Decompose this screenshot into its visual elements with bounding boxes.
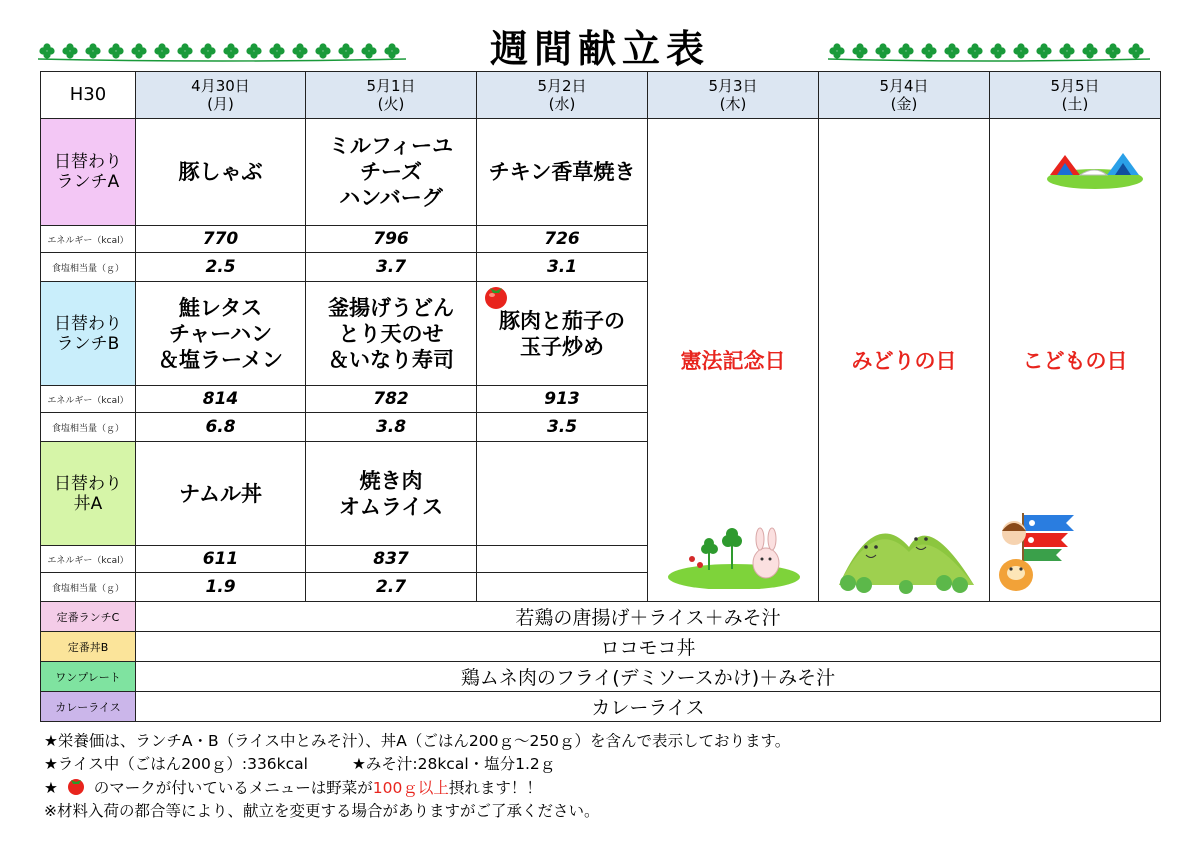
clover-leaf — [1059, 47, 1066, 54]
clover-leaf — [898, 47, 905, 54]
salt-value: 3.8 — [306, 413, 477, 442]
day-header: 5月3日 (木) — [648, 72, 819, 119]
clover-leaf — [108, 47, 115, 54]
clover-leaf — [875, 47, 882, 54]
salt-value: 3.7 — [306, 253, 477, 282]
note-line: ★ のマークが付いているメニューは野菜が100ｇ以上摂れます！！ — [44, 776, 790, 800]
clover-leaf — [200, 47, 207, 54]
page-title: 週間献立表 — [489, 27, 710, 71]
energy-label: エネルギー（kcal） — [41, 546, 136, 573]
holiday-cell-greenery — [819, 119, 990, 602]
salt-label: 食塩相当量（ｇ） — [41, 573, 136, 602]
salt-value: 3.5 — [477, 413, 648, 442]
clover-leaf — [85, 47, 92, 54]
clover-leaf — [1013, 47, 1020, 54]
energy-label: エネルギー（kcal） — [41, 226, 136, 253]
dish-cell: チキン香草焼き — [477, 119, 648, 226]
day-header: 5月2日 (水) — [477, 72, 648, 119]
day-header: 5月4日 (金) — [819, 72, 990, 119]
clover-leaf — [1105, 47, 1112, 54]
notes — [44, 730, 790, 823]
salt-label: 食塩相当量（ｇ） — [41, 413, 136, 442]
clover-leaf — [223, 47, 230, 54]
note-line: ※材料入荷の都合等により、献立を変更する場合がありますがご了承ください。 — [44, 802, 600, 820]
day-header: 5月5日 (土) — [990, 72, 1161, 119]
dish-cell: ミルフィーユ チーズ ハンバーグ — [306, 119, 477, 226]
dish-cell-empty — [477, 442, 648, 546]
year-cell: H30 — [41, 72, 136, 119]
clover-leaf — [315, 47, 322, 54]
salt-value — [477, 573, 648, 602]
clover-vine — [828, 59, 1150, 61]
energy-value: 913 — [477, 386, 648, 413]
dish-cell: 鮭レタス チャーハン ＆塩ラーメン — [136, 282, 306, 386]
header-row — [41, 72, 1161, 119]
lunch-b-label: 日替わり ランチB — [41, 282, 136, 386]
clover-leaf — [967, 47, 974, 54]
salt-value: 3.1 — [477, 253, 648, 282]
clover-leaf — [361, 47, 368, 54]
holiday-cell-constitution — [648, 119, 819, 602]
lunch-a-label: 日替わり ランチA — [41, 119, 136, 226]
clover-leaf — [131, 47, 138, 54]
clover-leaf — [990, 47, 997, 54]
dish-cell: 釜揚げうどん とり天のせ ＆いなり寿司 — [306, 282, 477, 386]
dish-cell: 豚しゃぶ — [136, 119, 306, 226]
tomato-icon — [63, 776, 89, 796]
clover-border-right — [828, 42, 1158, 62]
salt-value: 2.7 — [306, 573, 477, 602]
energy-value: 837 — [306, 546, 477, 573]
clover-leaf — [154, 47, 161, 54]
clover-vine — [38, 59, 406, 61]
lunch-a-dish-row — [41, 119, 1161, 226]
salt-value: 1.9 — [136, 573, 306, 602]
fixed-label: カレーライス — [41, 692, 136, 722]
clover-leaf — [246, 47, 253, 54]
clover-leaf — [39, 47, 46, 54]
salt-label: 食塩相当量（ｇ） — [41, 253, 136, 282]
holiday-name: 憲法記念日 — [680, 349, 786, 373]
clover-leaf — [62, 47, 69, 54]
holiday-name: こどもの日 — [1022, 349, 1128, 373]
energy-label: エネルギー（kcal） — [41, 386, 136, 413]
bunny-clover-illustration — [666, 519, 806, 589]
koinobori-kabuto-illustration — [1045, 145, 1145, 190]
holiday-cell-children — [990, 119, 1161, 602]
clover-leaf — [852, 47, 859, 54]
salt-value: 2.5 — [136, 253, 306, 282]
clover-leaf — [338, 47, 345, 54]
dish-cell: ナムル丼 — [136, 442, 306, 546]
clover-leaf — [292, 47, 299, 54]
dish-cell: 豚肉と茄子の 玉子炒め — [477, 282, 648, 386]
clover-leaf — [269, 47, 276, 54]
clover-leaf — [177, 47, 184, 54]
fixed-label: ワンプレート — [41, 662, 136, 692]
day-header: 4月30日 (月) — [136, 72, 306, 119]
energy-value: 770 — [136, 226, 306, 253]
tomato-icon — [479, 280, 513, 310]
clover-leaf — [1128, 47, 1135, 54]
note-line: ★ライス中（ごはん200ｇ）:336kcal ★みそ汁:28kcal・塩分1.2ｇ — [44, 755, 556, 773]
clover-border-left — [38, 42, 410, 62]
clover-leaf — [921, 47, 928, 54]
fixed-value: ロコモコ丼 — [136, 632, 1161, 662]
clover-leaf — [384, 47, 391, 54]
clover-leaf — [829, 47, 836, 54]
energy-value — [477, 546, 648, 573]
day-header: 5月1日 (火) — [306, 72, 477, 119]
clover-leaf — [1082, 47, 1089, 54]
fixed-row — [41, 632, 1161, 662]
clover-leaf — [944, 47, 951, 54]
clover-leaf — [1036, 47, 1043, 54]
holiday-name: みどりの日 — [851, 349, 957, 373]
energy-value: 726 — [477, 226, 648, 253]
dish-cell: 焼き肉 オムライス — [306, 442, 477, 546]
energy-value: 611 — [136, 546, 306, 573]
fixed-value: 鶏ムネ肉のフライ(デミソースかけ)＋みそ汁 — [136, 662, 1161, 692]
salt-value: 6.8 — [136, 413, 306, 442]
fixed-label: 定番ランチC — [41, 602, 136, 632]
energy-value: 782 — [306, 386, 477, 413]
energy-value: 796 — [306, 226, 477, 253]
fixed-row — [41, 602, 1161, 632]
don-a-label: 日替わり 丼A — [41, 442, 136, 546]
clover-icon — [38, 42, 410, 62]
fixed-label: 定番丼B — [41, 632, 136, 662]
clover-icon — [828, 42, 1158, 62]
note-line: ★栄養価は、ランチA・B（ライス中とみそ汁）、丼A（ごはん200ｇ～250ｇ）を含んで表示しております。 — [44, 732, 791, 750]
fixed-row — [41, 692, 1161, 722]
fixed-value: カレーライス — [136, 692, 1161, 722]
green-hills-illustration — [834, 507, 979, 597]
fixed-value: 若鶏の唐揚げ＋ライス＋みそ汁 — [136, 602, 1161, 632]
energy-value: 814 — [136, 386, 306, 413]
weekly-menu-table — [40, 71, 1161, 722]
kids-koinobori-illustration — [996, 511, 1086, 596]
fixed-row — [41, 662, 1161, 692]
